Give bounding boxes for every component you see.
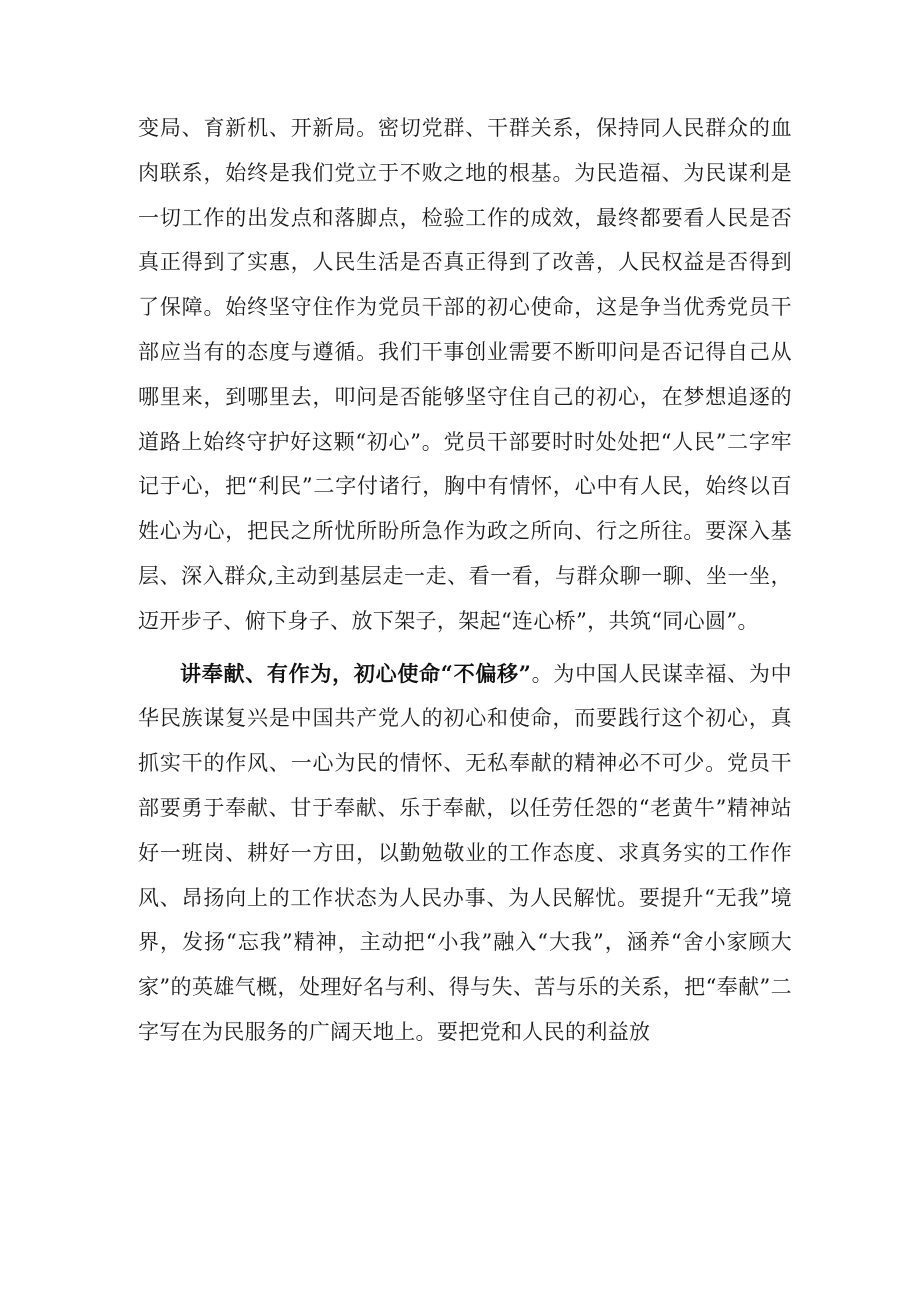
document-body — [138, 106, 792, 1055]
paragraph-text: 。为中国人民谋幸福、为中华民族谋复兴是中国共产党人的初心和使命，而要践行这个初心，真抓实干的作风、一心为民的情怀、无私奉献的精神必不可少。党员干部要勇于奉献、甘于奉献、乐于奉献，以任劳任怨的“老黄牛”精神站好一班岗、耕好一方田，以勤勉敬业的工作态度、求真务实的工作作风、昂扬向上的工作状态为人民办事、为人民解忧。要提升“无我”境界，发扬“忘我”精神，主动把“小我”融入“大我”，涵养“舍小家顾大家”的英雄气概，处理好名与利、得与失、苦与乐的关系，把“奉献”二字写在为民服务的广阔天地上。要把党和人民的利益放 — [138, 661, 792, 1044]
paragraph-text: 变局、育新机、开新局。密切党群、干群关系，保持同人民群众的血肉联系，始终是我们党立于不败之地的根基。为民造福、为民谋利是一切工作的出发点和落脚点，检验工作的成效，最终都要看人民是否真正得到了实惠，人民生活是否真正得到了改善，人民权益是否得到了保障。始终坚守住作为党员干部的初心使命，这是争当优秀党员干部应当有的态度与遵循。我们干事创业需要不断叩问是否记得自己从哪里来，到哪里去，叩问是否能够坚守住自己的初心，在梦想追逐的道路上始终守护好这颗“初心”。党员干部要时时处处把“人民”二字牢记于心，把“利民”二字付诸行，胸中有情怀，心中有人民，始终以百姓心为心，把民之所忧所盼所急作为政之所向、行之所往。要深入基层、深入群众,主动到基层走一走、看一看，与群众聊一聊、坐一坐，迈开步子、俯下身子、放下架子，架起“连心桥”，共筑“同心圆”。 — [138, 116, 792, 633]
paragraph-dedication — [138, 652, 792, 1055]
paragraph-continued — [138, 106, 792, 644]
paragraph-lead-heading: 讲奉献、有作为，初心使命“不偏移” — [180, 660, 532, 686]
